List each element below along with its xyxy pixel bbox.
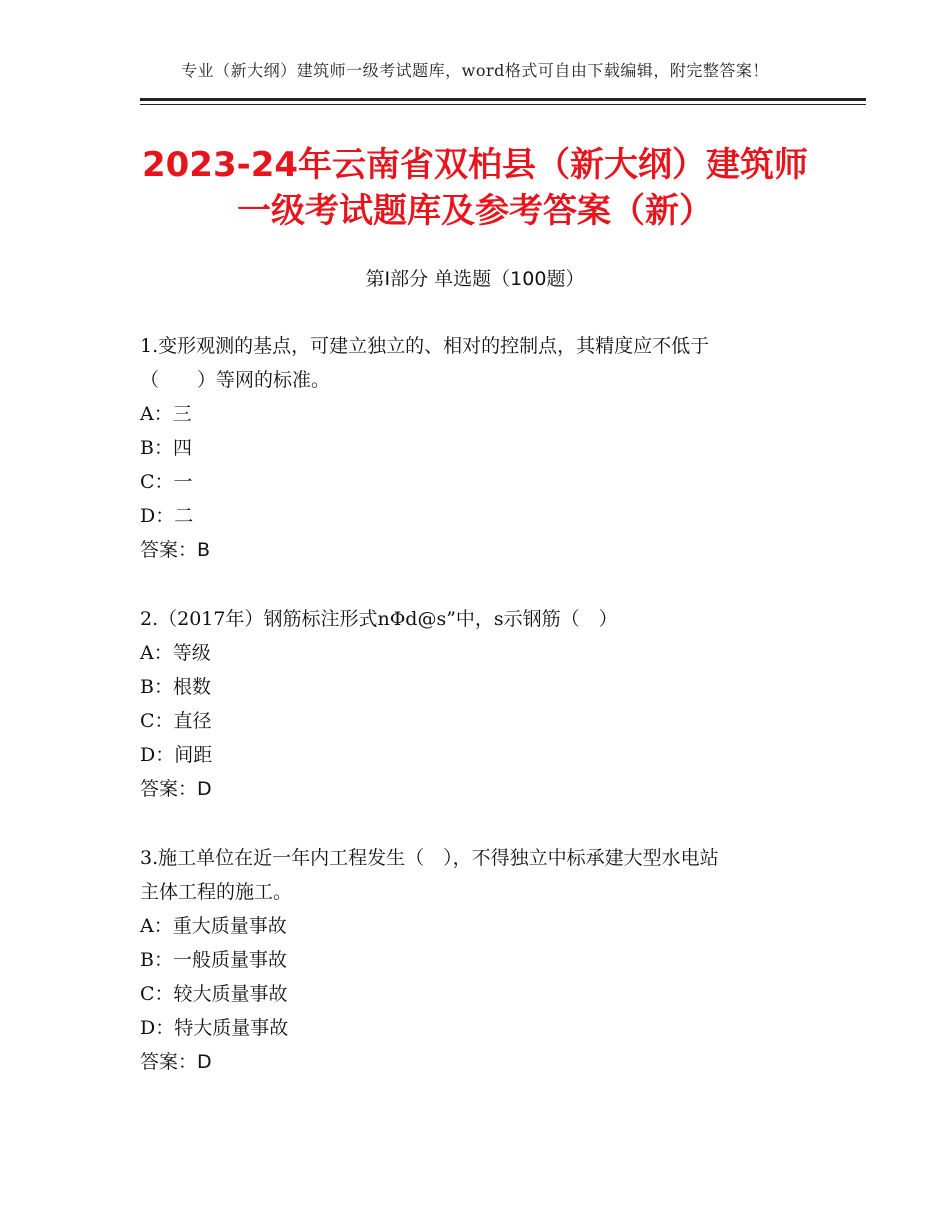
option-c: C：直径	[140, 710, 212, 732]
option-d: D：间距	[140, 744, 213, 766]
option-b: B：根数	[140, 676, 211, 698]
title-line-1: 2023-24年云南省双柏县（新大纲）建筑师	[141, 145, 809, 185]
question-text: 2.（2017年）钢筋标注形式nΦd@s”中，s示钢筋（ ）	[140, 608, 618, 630]
answer: 答案：D	[140, 1051, 212, 1073]
option-b: B：四	[140, 437, 192, 459]
page-title	[110, 142, 840, 234]
header-rule-thick	[140, 98, 866, 101]
option-b: B：一般质量事故	[140, 949, 287, 971]
option-a: A：等级	[140, 642, 211, 664]
option-d: D：二	[140, 505, 194, 527]
question-text: 1.变形观测的基点，可建立独立的、相对的控制点，其精度应不低于	[140, 335, 710, 357]
option-c: C：较大质量事故	[140, 983, 288, 1005]
option-a: A：重大质量事故	[140, 915, 287, 937]
title-line-2: 一级考试题库及参考答案（新）	[237, 191, 713, 231]
option-c: C：一	[140, 471, 193, 493]
question-1	[140, 329, 830, 567]
option-a: A：三	[140, 403, 192, 425]
question-text: 3.施工单位在近一年内工程发生（ ），不得独立中标承建大型水电站	[140, 847, 719, 869]
question-text-continued: （ ）等网的标准。	[140, 369, 331, 391]
question-2	[140, 602, 830, 806]
answer: 答案：D	[140, 778, 212, 800]
answer: 答案：B	[140, 539, 211, 561]
header-note: 专业（新大纲）建筑师一级考试题库，word格式可自由下载编辑，附完整答案！	[181, 61, 769, 80]
question-3	[140, 841, 830, 1079]
section-heading: 第Ⅰ部分 单选题（100题）	[365, 268, 585, 290]
header-rule-thin	[140, 104, 866, 105]
option-d: D：特大质量事故	[140, 1017, 289, 1039]
question-text-continued: 主体工程的施工。	[140, 881, 293, 903]
